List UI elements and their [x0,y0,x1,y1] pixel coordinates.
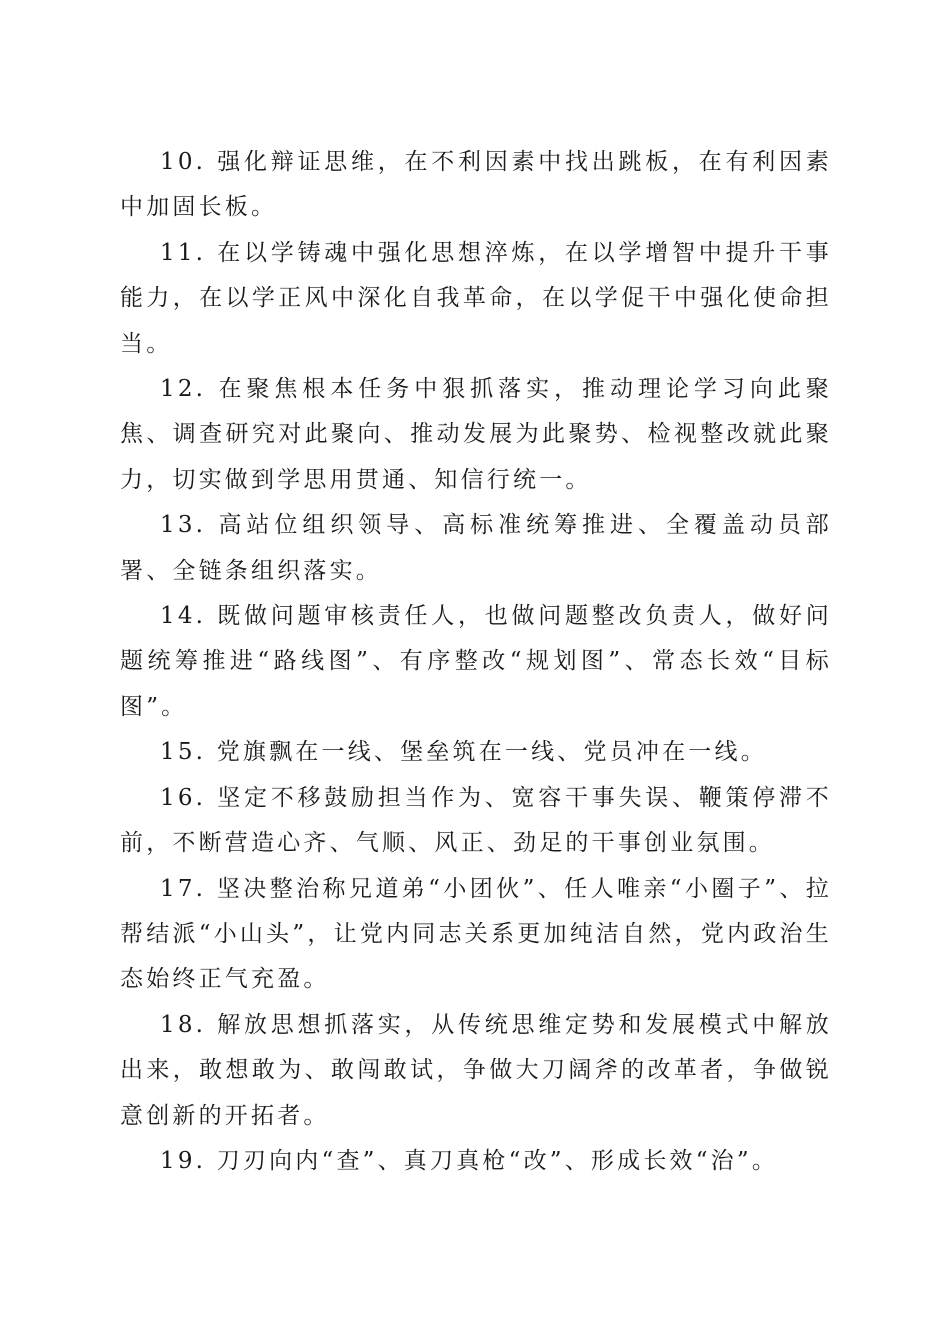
paragraph-17: 17. 坚决整治称兄道弟“小团伙”、任人唯亲“小圈子”、拉帮结派“小山头”，让党内同志关系更加纯洁自然，党内政治生态始终正气充盈。 [120,875,832,993]
paragraph-10: 10. 强化辩证思维，在不利因素中找出跳板，在有利因素中加固长板。 [120,149,832,221]
paragraph-19: 19. 刀刃向内“查”、真刀真枪“改”、形成长效“治”。 [160,1147,779,1174]
paragraph-14: 14. 既做问题审核责任人，也做问题整改负责人，做好问题统筹推进“路线图”、有序整改“规划图”、常态长效“目标图”。 [120,603,832,720]
paragraph-12: 12. 在聚焦根本任务中狠抓落实，推动理论学习向此聚焦、调查研究对此聚向、推动发展为此聚势、检视整改就此聚力，切实做到学思用贯通、知信行统一。 [120,376,832,493]
paragraph-11: 11. 在以学铸魂中强化思想淬炼，在以学增智中提升干事能力，在以学正风中深化自我革命，在以学促干中强化使命担当。 [120,239,832,357]
document-body [120,140,832,1184]
paragraph-16: 16. 坚定不移鼓励担当作为、宽容干事失误、鞭策停滞不前，不断营造心齐、气顺、风正、劲足的干事创业氛围。 [120,784,832,857]
paragraph-15: 15. 党旗飘在一线、堡垒筑在一线、党员冲在一线。 [160,739,767,766]
paragraph-18: 18. 解放思想抓落实，从传统思维定势和发展模式中解放出来，敢想敢为、敢闯敢试，争做大刀阔斧的改革者，争做锐意创新的开拓者。 [120,1011,832,1129]
paragraph-13: 13. 高站位组织领导、高标准统筹推进、全覆盖动员部署、全链条组织落实。 [120,512,832,584]
